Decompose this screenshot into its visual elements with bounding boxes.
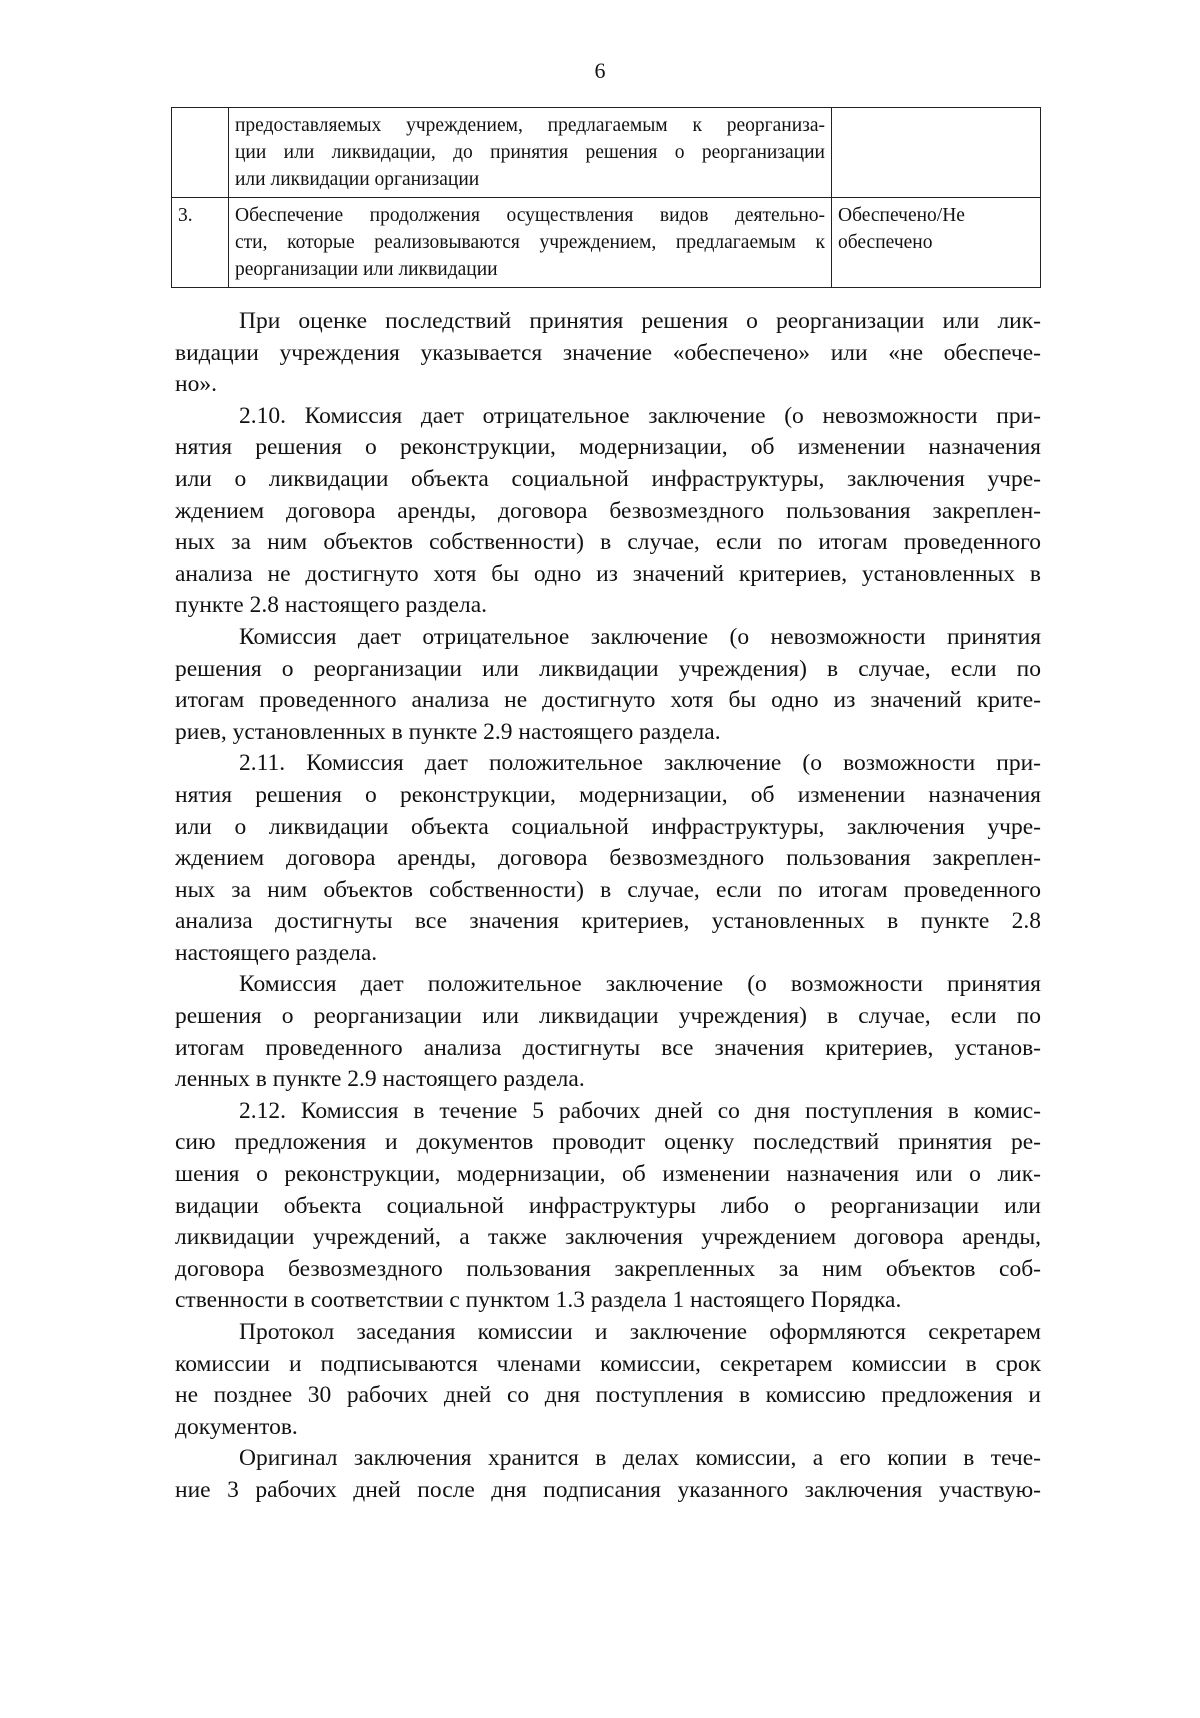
row-number-cell: 3. [172,198,229,288]
value-cell [832,198,1041,288]
criteria-table [171,107,1041,288]
paragraph-line: или о ликвидации объекта социальной инфраструктуры, заключения учре- [175,465,1041,492]
paragraph [175,306,1041,401]
paragraph [175,969,1041,1095]
paragraph-line: документов. [175,1413,298,1440]
paragraph-line: ликвидации учреждений, а также заключения учреждением договора аренды, [175,1224,1041,1251]
value-cell [832,108,1041,198]
criterion-line: предоставляемых учреждением, предлагаемым к реорганиза- [235,115,825,136]
paragraph-line: Оригинал заключения хранится в делах комиссии, а его копии в тече- [239,1445,1041,1472]
paragraph-line: 2.10. Комиссия дает отрицательное заключение (о невозможности при- [239,402,1041,429]
paragraph-line: 2.11. Комиссия дает положительное заключение (о возможности при- [239,750,1041,777]
paragraph-line: При оценке последствий принятия решения о реорганизации или лик- [239,308,1041,334]
paragraph [175,401,1041,622]
paragraph-line: Протокол заседания комиссии и заключение оформляются секретарем [239,1319,1041,1345]
paragraph-line: решения о реорганизации или ликвидации учреждения) в случае, если по [175,655,1041,682]
paragraph-line: Комиссия дает отрицательное заключение (о невозможности принятия [239,623,1041,650]
paragraph [175,622,1041,748]
paragraph-line: Комиссия дает положительное заключение (о возможности принятия [239,971,1041,998]
paragraph-line: ных за ним объектов собственности) в случае, если по итогам проведенного [175,529,1041,556]
criterion-cell [229,108,832,198]
paragraph-line: ственности в соответствии с пунктом 1.3 раздела 1 настоящего Порядка. [175,1287,902,1314]
criterion-line: сти, которые реализовываются учреждением, предлагаемым к [235,232,825,253]
paragraph-line: видации учреждения указывается значение «обеспечено» или «не обеспече- [175,339,1041,366]
paragraph-line: риев, установленных в пункте 2.9 настоящего раздела. [175,718,721,745]
paragraph-line: ждением договора аренды, договора безвозмездного пользования закреплен- [175,497,1041,524]
paragraph-line: нятия решения о реконструкции, модернизации, об изменении назначения [175,781,1041,808]
criterion-line: реорганизации или ликвидации [235,259,498,280]
paragraph-line: ние 3 рабочих дней после дня подписания указанного заключения участвую- [175,1476,1041,1503]
paragraph-line: итогам проведенного анализа достигнуты все значения критериев, установ- [175,1034,1041,1061]
paragraph-line: ждением договора аренды, договора безвозмездного пользования закреплен- [175,845,1041,872]
paragraph-line: но». [175,371,217,398]
value-line: обеспечено [838,232,933,253]
paragraph [175,1317,1041,1443]
paragraph [175,1096,1041,1317]
paragraph-line: анализа достигнуты все значения критериев, установленных в пункте 2.8 [175,908,1041,935]
criterion-line: ции или ликвидации, до принятия решения о реорганизации [235,142,825,163]
document-body [175,306,1041,1507]
paragraph-line: ных за ним объектов собственности) в случае, если по итогам проведенного [175,876,1041,903]
paragraph-line: договора безвозмездного пользования закрепленных за ним объектов соб- [175,1255,1041,1282]
criterion-line: или ликвидации организации [235,169,480,190]
paragraph-line: решения о реорганизации или ликвидации учреждения) в случае, если по [175,1003,1041,1030]
paragraph-line: видации объекта социальной инфраструктуры либо о реорганизации или [175,1192,1041,1219]
paragraph-line: анализа не достигнуто хотя бы одно из значений критериев, установленных в [175,560,1041,587]
paragraph-line: ленных в пункте 2.9 настоящего раздела. [175,1066,585,1093]
criterion-line: Обеспечение продолжения осуществления видов деятельно- [235,205,825,226]
paragraph-line: нятия решения о реконструкции, модернизации, об изменении назначения [175,434,1041,461]
paragraph [175,748,1041,969]
paragraph-line: пункте 2.8 настоящего раздела. [175,592,488,619]
paragraph-line: сию предложения и документов проводит оценку последствий принятия ре- [175,1129,1041,1156]
paragraph-line: 2.12. Комиссия в течение 5 рабочих дней со дня поступления в комис- [239,1097,1041,1124]
page-number: 6 [594,58,606,83]
paragraph-line: или о ликвидации объекта социальной инфраструктуры, заключения учре- [175,813,1041,840]
criterion-cell [229,198,832,288]
paragraph-line: настоящего раздела. [175,939,378,966]
paragraph-line: итогам проведенного анализа не достигнуто хотя бы одно из значений крите- [175,687,1041,714]
row-number-cell [172,108,229,198]
paragraph [175,1443,1041,1506]
table-row [172,198,1041,288]
table-row [172,108,1041,198]
paragraph-line: шения о реконструкции, модернизации, об изменении назначения или о лик- [175,1161,1041,1188]
paragraph-line: комиссии и подписываются членами комиссии, секретарем комиссии в срок [175,1350,1041,1377]
value-line: Обеспечено/Не [838,205,965,226]
paragraph-line: не позднее 30 рабочих дней со дня поступления в комиссию предложения и [175,1382,1041,1409]
